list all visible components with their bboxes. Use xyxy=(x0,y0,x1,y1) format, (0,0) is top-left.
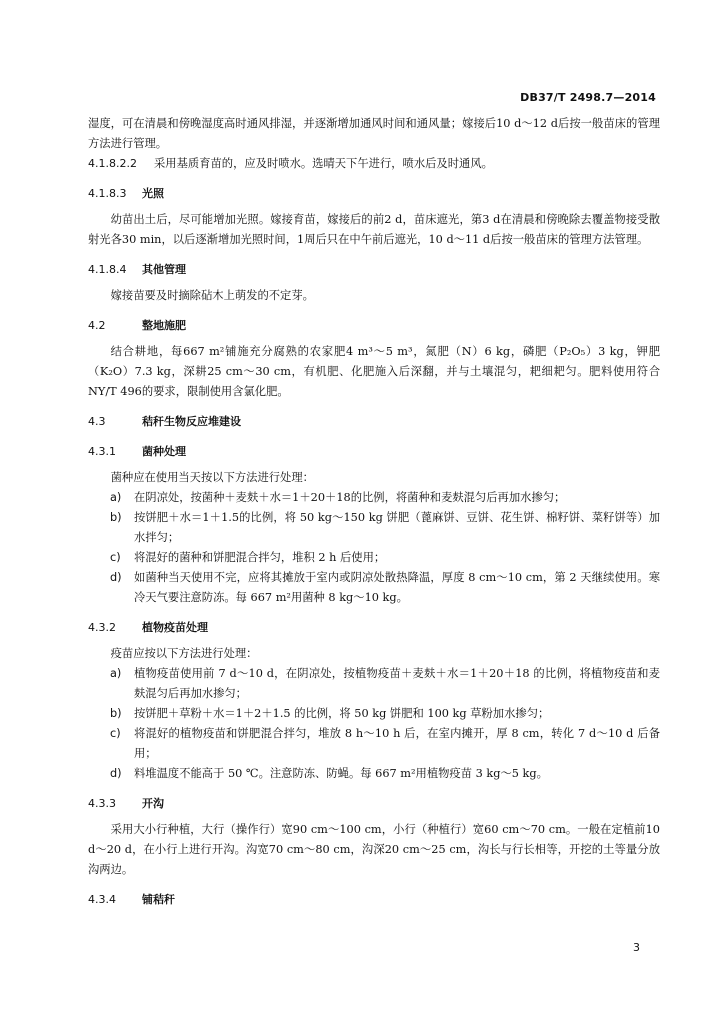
list-item xyxy=(88,568,660,608)
body-paragraph: 疫苗应按以下方法进行处理： xyxy=(110,647,258,660)
list-item-text: 将混好的植物疫苗和饼肥混合拌匀，堆放 8 h～10 h 后，在室内摊开，厚 8 cm，转化 7 d～10 d 后备用； xyxy=(134,727,660,760)
section-title: 其他管理 xyxy=(142,263,186,276)
list-marker: d) xyxy=(110,767,122,780)
list-item xyxy=(88,664,660,704)
section-number: 4.3.4 xyxy=(88,893,116,906)
section-heading xyxy=(88,794,660,814)
section-heading xyxy=(88,442,660,462)
list-marker: a) xyxy=(110,667,122,680)
section-title: 植物疫苗处理 xyxy=(142,621,208,634)
body-paragraph: 结合耕地，每667 m²铺施充分腐熟的农家肥4 m³～5 m³，氮肥（N）6 kg，磷肥（P₂O₅）3 kg，钾肥（K₂O）7.3 kg，深耕25 cm～30 cm，有机肥、化肥施入后深翻，并与土壤混匀，耙细耙匀。肥料使用符合NY/T 496的要求，限制使用含氯化肥。 xyxy=(88,345,660,398)
list-marker: d) xyxy=(110,571,122,584)
list-marker: b) xyxy=(110,707,122,720)
list-item-text: 按饼肥＋水＝1＋1.5的比例，将 50 kg～150 kg 饼肥（蓖麻饼、豆饼、花生饼、棉籽饼、菜籽饼等）加水拌匀； xyxy=(134,511,660,544)
body-paragraph: 菌种应在使用当天按以下方法进行处理： xyxy=(110,471,314,484)
list-item-text: 料堆温度不能高于 50 ℃。注意防冻、防蝇。每 667 m²用植物疫苗 3 kg～5 kg。 xyxy=(134,767,548,780)
section-number: 4.1.8.4 xyxy=(88,263,127,276)
section-title: 整地施肥 xyxy=(142,319,186,332)
section-heading xyxy=(88,184,660,204)
section-number: 4.3.2 xyxy=(88,621,116,634)
page-number: 3 xyxy=(633,941,640,954)
list-item-text: 植物疫苗使用前 7 d～10 d，在阴凉处，按植物疫苗＋麦麸＋水＝1＋20＋18 的比例，将植物疫苗和麦麸混匀后再加水掺匀； xyxy=(134,667,660,700)
section-title: 铺秸秆 xyxy=(142,893,175,906)
list-item xyxy=(88,508,660,548)
list-marker: c) xyxy=(110,727,121,740)
section-heading xyxy=(88,316,660,336)
list-item xyxy=(88,488,660,508)
section-heading xyxy=(88,890,660,910)
clause-number: 4.1.8.2.2 xyxy=(88,157,137,170)
list-item xyxy=(88,548,660,568)
section-title: 开沟 xyxy=(142,797,164,810)
section-number: 4.3.3 xyxy=(88,797,116,810)
list-marker: a) xyxy=(110,491,122,504)
clause-text: 采用基质育苗的，应及时喷水。选晴天下午进行，喷水后及时通风。 xyxy=(154,157,493,170)
section-heading xyxy=(88,412,660,432)
list-item-text: 将混好的菌种和饼肥混合拌匀，堆积 2 h 后使用； xyxy=(134,551,386,564)
section-number: 4.1.8.3 xyxy=(88,187,127,200)
list-item-text: 如菌种当天使用不完，应将其摊放于室内或阴凉处散热降温，厚度 8 cm～10 cm，第 2 天继续使用。寒冷天气要注意防冻。每 667 m²用菌种 8 kg～10 kg。 xyxy=(134,571,660,604)
list-item xyxy=(88,764,660,784)
section-number: 4.2 xyxy=(88,319,106,332)
section-number: 4.3 xyxy=(88,415,106,428)
body-paragraph: 采用大小行种植，大行（操作行）宽90 cm～100 cm，小行（种植行）宽60 cm～70 cm。一般在定植前10 d～20 d，在小行上进行开沟。沟宽70 cm～80 cm，沟深20 cm～25 cm，沟长与行长相等，开挖的土等量分放沟两边。 xyxy=(88,823,660,876)
list-item-text: 在阴凉处，按菌种＋麦麸＋水＝1＋20＋18的比例，将菌种和麦麸混匀后再加水掺匀； xyxy=(134,491,566,504)
standard-code: DB37/T 2498.7—2014 xyxy=(520,91,656,104)
list-item xyxy=(88,724,660,764)
enumerated-list xyxy=(88,664,660,784)
section-title: 光照 xyxy=(142,187,164,200)
body-paragraph: 幼苗出土后，尽可能增加光照。嫁接育苗，嫁接后的前2 d，苗床遮光，第3 d在清晨和傍晚除去覆盖物接受散射光各30 min，以后逐渐增加光照时间，1周后只在中午前后遮光，10 d～11 d后按一般苗床的管理方法管理。 xyxy=(88,213,660,246)
numbered-paragraph xyxy=(88,154,660,174)
document-body xyxy=(88,114,660,916)
section-heading xyxy=(88,618,660,638)
list-item-text: 按饼肥＋草粉＋水＝1＋2＋1.5 的比例，将 50 kg 饼肥和 100 kg 草粉加水掺匀； xyxy=(134,707,550,720)
enumerated-list xyxy=(88,488,660,608)
body-paragraph: 嫁接苗要及时摘除砧木上萌发的不定芽。 xyxy=(110,289,314,302)
section-heading xyxy=(88,260,660,280)
list-marker: c) xyxy=(110,551,121,564)
list-item xyxy=(88,704,660,724)
section-title: 菌种处理 xyxy=(142,445,186,458)
body-paragraph: 湿度，可在清晨和傍晚湿度高时通风排湿，并逐渐增加通风时间和通风量；嫁接后10 d～12 d后按一般苗床的管理方法进行管理。 xyxy=(88,117,660,150)
list-marker: b) xyxy=(110,511,122,524)
section-title: 秸秆生物反应堆建设 xyxy=(142,415,241,428)
section-number: 4.3.1 xyxy=(88,445,116,458)
